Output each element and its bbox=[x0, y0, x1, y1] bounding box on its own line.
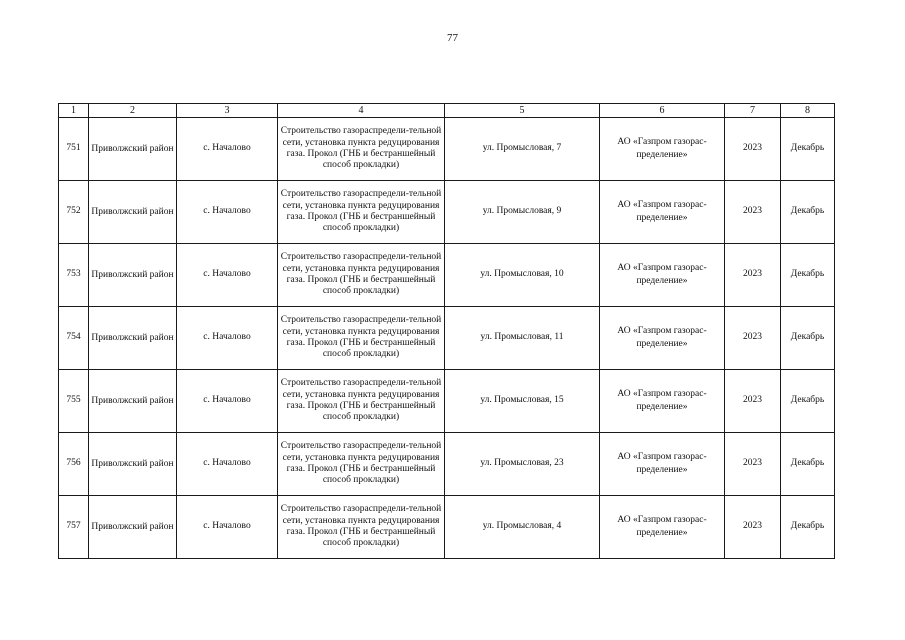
year-cell: 2023 bbox=[725, 307, 781, 370]
district-cell: Приволжский район bbox=[89, 370, 177, 433]
month-cell: Декабрь bbox=[781, 433, 835, 496]
month-cell: Декабрь bbox=[781, 118, 835, 181]
month-cell: Декабрь bbox=[781, 370, 835, 433]
month-cell: Декабрь bbox=[781, 181, 835, 244]
month-cell: Декабрь bbox=[781, 307, 835, 370]
settlement-cell: с. Началово bbox=[177, 370, 278, 433]
address-cell: ул. Промысловая, 9 bbox=[445, 181, 600, 244]
district-cell: Приволжский район bbox=[89, 244, 177, 307]
settlement-cell: с. Началово bbox=[177, 181, 278, 244]
district-cell: Приволжский район bbox=[89, 496, 177, 559]
row-number: 756 bbox=[59, 433, 89, 496]
month-cell: Декабрь bbox=[781, 496, 835, 559]
organization-cell: АО «Газпром газорас-пределение» bbox=[600, 244, 725, 307]
header-row bbox=[59, 104, 835, 118]
district-cell: Приволжский район bbox=[89, 307, 177, 370]
year-cell: 2023 bbox=[725, 181, 781, 244]
header-col-7: 7 bbox=[725, 104, 781, 118]
year-cell: 2023 bbox=[725, 118, 781, 181]
organization-cell: АО «Газпром газорас-пределение» bbox=[600, 118, 725, 181]
year-cell: 2023 bbox=[725, 244, 781, 307]
header-col-2: 2 bbox=[89, 104, 177, 118]
district-cell: Приволжский район bbox=[89, 181, 177, 244]
page-number: 77 bbox=[447, 32, 458, 44]
organization-cell: АО «Газпром газорас-пределение» bbox=[600, 433, 725, 496]
description-cell: Строительство газораспредели-тельной сети, установка пункта редуцирования газа. Прокол (ГНБ и бестраншейный способ прокладки) bbox=[278, 118, 445, 181]
row-number: 752 bbox=[59, 181, 89, 244]
organization-cell: АО «Газпром газорас-пределение» bbox=[600, 181, 725, 244]
row-number: 751 bbox=[59, 118, 89, 181]
organization-cell: АО «Газпром газорас-пределение» bbox=[600, 496, 725, 559]
year-cell: 2023 bbox=[725, 370, 781, 433]
description-cell: Строительство газораспредели-тельной сети, установка пункта редуцирования газа. Прокол (ГНБ и бестраншейный способ прокладки) bbox=[278, 181, 445, 244]
address-cell: ул. Промысловая, 4 bbox=[445, 496, 600, 559]
settlement-cell: с. Началово bbox=[177, 496, 278, 559]
settlement-cell: с. Началово bbox=[177, 244, 278, 307]
header-col-8: 8 bbox=[781, 104, 835, 118]
year-cell: 2023 bbox=[725, 433, 781, 496]
settlement-cell: с. Началово bbox=[177, 433, 278, 496]
description-cell: Строительство газораспредели-тельной сети, установка пункта редуцирования газа. Прокол (ГНБ и бестраншейный способ прокладки) bbox=[278, 433, 445, 496]
header-col-3: 3 bbox=[177, 104, 278, 118]
table-row bbox=[59, 244, 835, 307]
description-cell: Строительство газораспредели-тельной сети, установка пункта редуцирования газа. Прокол (ГНБ и бестраншейный способ прокладки) bbox=[278, 370, 445, 433]
table-row bbox=[59, 307, 835, 370]
table-row bbox=[59, 433, 835, 496]
table-row bbox=[59, 181, 835, 244]
description-cell: Строительство газораспредели-тельной сети, установка пункта редуцирования газа. Прокол (ГНБ и бестраншейный способ прокладки) bbox=[278, 307, 445, 370]
organization-cell: АО «Газпром газорас-пределение» bbox=[600, 370, 725, 433]
year-cell: 2023 bbox=[725, 496, 781, 559]
address-cell: ул. Промысловая, 10 bbox=[445, 244, 600, 307]
row-number: 753 bbox=[59, 244, 89, 307]
address-cell: ул. Промысловая, 15 bbox=[445, 370, 600, 433]
organization-cell: АО «Газпром газорас-пределение» bbox=[600, 307, 725, 370]
table-row bbox=[59, 370, 835, 433]
address-cell: ул. Промысловая, 23 bbox=[445, 433, 600, 496]
description-cell: Строительство газораспредели-тельной сети, установка пункта редуцирования газа. Прокол (ГНБ и бестраншейный способ прокладки) bbox=[278, 496, 445, 559]
district-cell: Приволжский район bbox=[89, 433, 177, 496]
row-number: 754 bbox=[59, 307, 89, 370]
works-schedule-table bbox=[58, 103, 835, 559]
header-col-6: 6 bbox=[600, 104, 725, 118]
header-col-4: 4 bbox=[278, 104, 445, 118]
row-number: 757 bbox=[59, 496, 89, 559]
header-col-5: 5 bbox=[445, 104, 600, 118]
month-cell: Декабрь bbox=[781, 244, 835, 307]
district-cell: Приволжский район bbox=[89, 118, 177, 181]
address-cell: ул. Промысловая, 11 bbox=[445, 307, 600, 370]
settlement-cell: с. Началово bbox=[177, 118, 278, 181]
address-cell: ул. Промысловая, 7 bbox=[445, 118, 600, 181]
table-row bbox=[59, 496, 835, 559]
settlement-cell: с. Началово bbox=[177, 307, 278, 370]
description-cell: Строительство газораспредели-тельной сети, установка пункта редуцирования газа. Прокол (ГНБ и бестраншейный способ прокладки) bbox=[278, 244, 445, 307]
header-col-1: 1 bbox=[59, 104, 89, 118]
table-row bbox=[59, 118, 835, 181]
row-number: 755 bbox=[59, 370, 89, 433]
